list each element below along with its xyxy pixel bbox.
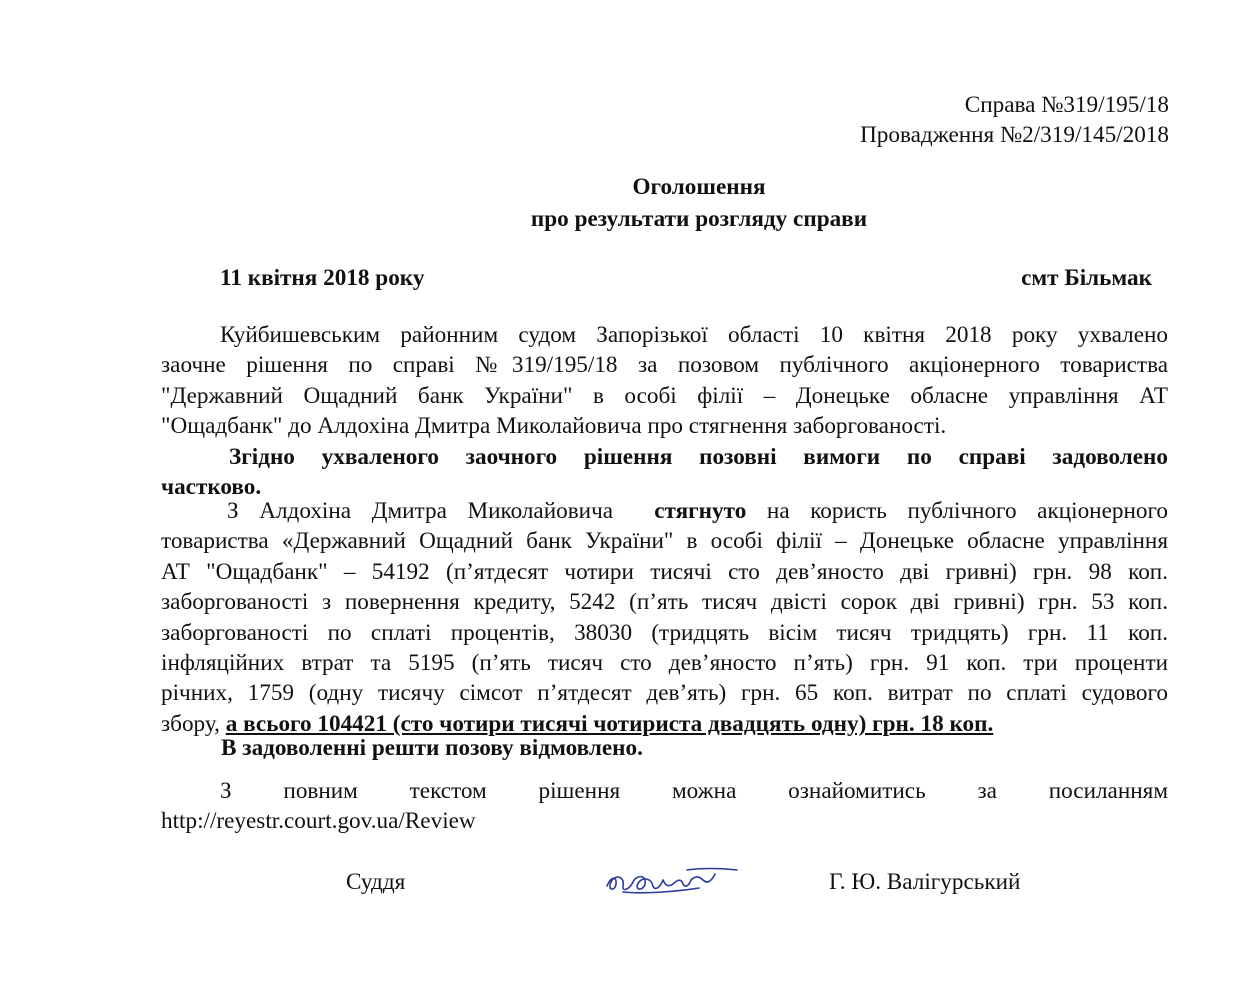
paragraph-link [161, 776, 1168, 837]
paragraph-line: заочне рішення по справі №319/195/18 за позовом публічного акціонерного товариства [161, 352, 1168, 379]
fee-word: збору, [161, 710, 220, 737]
paragraph-line: Згідно ухваленого заочного рішення позовні вимоги по справі задоволено [229, 444, 1168, 470]
paragraph-line [161, 496, 1168, 526]
paragraph-recovery [161, 496, 1168, 739]
document-title: Оголошення [632, 174, 766, 200]
judge-name: Г. Ю. Валігурський [829, 869, 1021, 895]
announcement-date: 11 квітня 2018 року [220, 265, 425, 291]
paragraph-line: річних, 1759 (одну тисячу сімсот п’ятдесят дев’ять) грн. 65 коп. витрат по сплаті судового [161, 680, 1168, 707]
proceeding-number: Провадження №2/319/145/2018 [860, 122, 1169, 148]
paragraph-line: "Державний Ощадний банк України" в особі філії – Донецьке обласне управління АТ [161, 382, 1168, 409]
paragraph-line: інфляційних втрат та 5195 (п’ять тисяч сто дев’яносто п’ять) грн. 91 коп. три проценти [161, 650, 1168, 677]
paragraph-line: З повним текстом рішення можна ознайомитись за посиланням [220, 778, 1168, 804]
case-number: Справа №319/195/18 [964, 92, 1169, 118]
debtor-name: З Алдохіна Дмитра Миколайовича [227, 498, 614, 524]
paragraph-line: частково. [161, 474, 262, 501]
recovery-tail: на користь публічного акціонерного [766, 498, 1169, 524]
paragraph-line: "Ощадбанк" до Алдохіна Дмитра Миколайовича про стягнення заборгованості. [161, 413, 947, 440]
document-subtitle: про результати розгляду справи [530, 206, 868, 232]
paragraph-line: АТ "Ощадбанк" – 54192 (п’ятдесят чотири тисячі сто дев’яносто дві гривні) грн. 98 коп. [161, 558, 1168, 585]
judge-label: Суддя [346, 869, 406, 895]
registry-link[interactable]: http://reyestr.court.gov.ua/Review [161, 808, 476, 835]
handwritten-signature [603, 862, 743, 902]
paragraph-result [161, 442, 1168, 503]
paragraph-line: заборгованості з повернення кредиту, 5242 (п’ять тисяч двісті сорок дві гривні) грн. 53 коп. [161, 589, 1168, 616]
paragraph-line: Куйбишевським районним судом Запорізької області 10 квітня 2018 року ухвалено [220, 322, 1168, 348]
recovered-word: стягнуто [654, 498, 747, 524]
paragraph-line: заборгованості по сплаті процентів, 38030 (тридцять вісім тисяч тридцять) грн. 11 коп. [161, 619, 1168, 646]
total-amount: а всього 104421 (сто чотири тисячі чотириста двадцять одну) грн. 18 коп. [225, 710, 994, 737]
announcement-place: смт Більмак [1021, 265, 1152, 291]
paragraph-rejection: В задоволенні решти позову відмовлено. [221, 735, 643, 761]
paragraph-decision [161, 320, 1168, 442]
paragraph-line: товариства «Державний Ощадний банк України" в особі філії – Донецьке обласне управління [161, 528, 1168, 555]
